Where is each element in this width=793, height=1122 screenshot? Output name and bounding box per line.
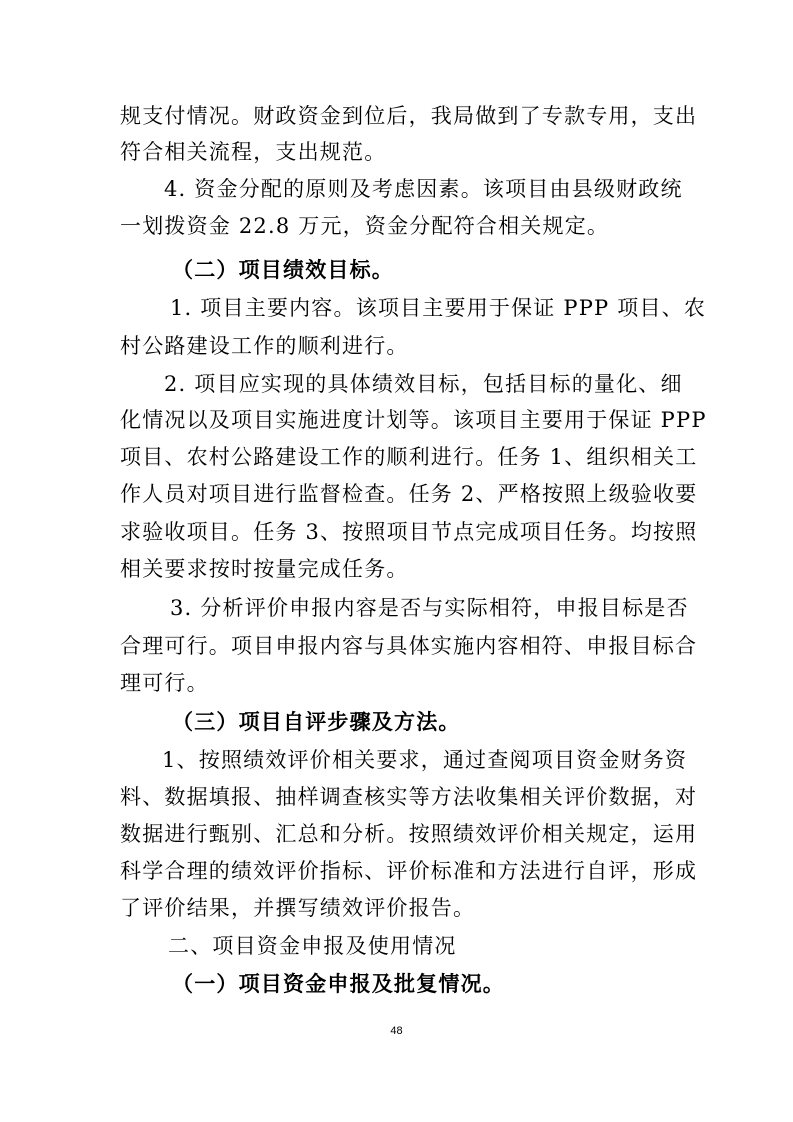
paragraph-line: 1. 项目主要内容。该项目主要用于保证 PPP 项目、农 (170, 296, 707, 320)
paragraph-line: 相关要求按时按量完成任务。 (120, 557, 409, 581)
paragraph-line: 3. 分析评价申报内容是否与实际相符，申报目标是否 (170, 596, 689, 620)
paragraph-line: 2. 项目应实现的具体绩效目标，包括目标的量化、细 (164, 372, 683, 396)
paragraph-line: 符合相关流程，支出规范。 (120, 140, 387, 164)
paragraph-line: 4. 资金分配的原则及考虑因素。该项目由县级财政统 (164, 177, 683, 201)
paragraph-line: 了评价结果，并撰写绩效评价报告。 (120, 896, 476, 920)
paragraph-line: 作人员对项目进行监督检查。任务 2、严格按照上级验收要 (120, 482, 698, 506)
paragraph-line: 项目、农村公路建设工作的顺利进行。任务 1、组织相关工 (120, 445, 698, 469)
paragraph-line: 规支付情况。财政资金到位后，我局做到了专款专用，支出 (120, 104, 698, 128)
section-heading-3: （三）项目自评步骤及方法。 (172, 710, 461, 734)
paragraph-line: 理可行。 (120, 671, 209, 695)
paragraph-line: 料、数据填报、抽样调查核实等方法收集相关评价数据，对 (120, 785, 698, 809)
chapter-heading: 二、项目资金申报及使用情况 (168, 934, 457, 958)
section-heading-1: （一）项目资金申报及批复情况。 (172, 972, 505, 996)
paragraph-line: 合理可行。项目申报内容与具体实施内容相符、申报目标合 (120, 634, 698, 658)
paragraph-line: 村公路建设工作的顺利进行。 (120, 334, 409, 358)
page-number: 48 (390, 1025, 403, 1037)
paragraph-line: 求验收项目。任务 3、按照项目节点完成项目任务。均按照 (120, 520, 698, 544)
paragraph-line: 化情况以及项目实施进度计划等。该项目主要用于保证 PPP (120, 408, 707, 432)
paragraph-line: 科学合理的绩效评价指标、评价标准和方法进行自评，形成 (120, 859, 698, 883)
section-heading-2: （二）项目绩效目标。 (172, 258, 394, 282)
paragraph-line: 1、按照绩效评价相关要求，通过查阅项目资金财务资 (162, 748, 688, 772)
paragraph-line: 数据进行甄别、汇总和分析。按照绩效评价相关规定，运用 (120, 822, 698, 846)
paragraph-line: 一划拨资金 22.8 万元，资金分配符合相关规定。 (120, 214, 610, 238)
